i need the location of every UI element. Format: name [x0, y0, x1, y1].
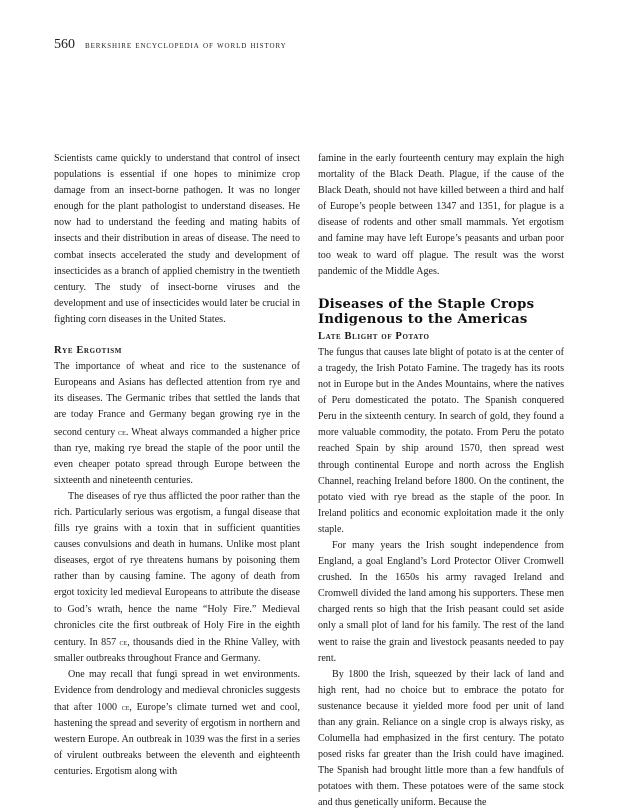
- potato-paragraph-1: The fungus that causes late blight of potato is at the center of a tragedy, the Irish Potato Famine. The tragedy has its roots not in Europe but in the Andes Mountains, where the natives of Peru domesticated the potato. The Spanish conquered Peru in the sixteenth century. In search of gold, they found a more valuable commodity, the potato. From Peru the potato reached Spain by ship around 1570, then spread west through continental Europe and north across the English Channel, reaching Ireland before 1800. On the continent, the potato vied with rye bread as the staple of the poor. In Ireland politics and economic exploitation made it the only staple.: [318, 346, 564, 535]
- left-column: [54, 151, 300, 781]
- potato-paragraph-3: By 1800 the Irish, squeezed by their lack of land and high rent, had no choice but to embrace the potato for sustenance because it yielded more food per unit of land than any grain. Reliance on a single crop is always risky, as Columella had emphasized in the first century. The potato posed risks far greater than the Irish could have imagined. The Spanish had brought little more than a few handfuls of potatoes with them. These potatoes were of the same stock and thus genetically uniform. Because the: [318, 668, 564, 809]
- right-column: [318, 151, 564, 812]
- page-number: 560: [54, 37, 75, 52]
- section-title: Diseases of the Staple Crops Indigenous to the Americas: [318, 296, 535, 327]
- continued-paragraph: famine in the early fourteenth century may explain the high mortality of the Black Death. Plague, if the cause of the Black Death, should not have killed between a third and half of Europe’s people between 1347 and 1351, for plague is a disease of rodents and other small mammals. Yet ergotism and famine may have left Europe’s peasants and urban poor too weak to ward off plague. The result was the worst pandemic of the Middle Ages.: [318, 153, 564, 277]
- late-blight-heading: Late Blight of Potato: [318, 330, 430, 342]
- potato-paragraph-2: For many years the Irish sought independence from England, a goal England’s Lord Protector Oliver Cromwell crushed. In the 1650s his army ravaged Ireland and Cromwell divided the land among his supporters. These men charged rents so high that the Irish peasant could set aside only a small plot of land for his family. The rest of the land went to raise the grain and livestock peasants needed to pay rent.: [318, 539, 564, 664]
- rye-paragraph-3: One may recall that fungi spread in wet environments. Evidence from dendrology and medieval chronicles suggests that after 1000 ce, Europe’s climate turned wet and cool, hastening the spread and severity of ergotism in northern and western Europe. An outbreak in 1039 was the first in a series of virulent outbreaks between the eleventh and eighteenth centuries. Ergotism along with: [54, 668, 300, 778]
- rye-paragraph-1: The importance of wheat and rice to the sustenance of Europeans and Asians has deflected attention from rye and its diseases. The Germanic tribes that settled the lands that are today France and Germany began growing rye in the second century ce. Wheat always commanded a higher price than rye, making rye bread the staple of the poor until the even cheaper potato spread through Europe between the sixteenth and nineteenth centuries.: [54, 361, 300, 486]
- rye-paragraph-2: The diseases of rye thus afflicted the poor rather than the rich. Particularly serious was ergotism, a fungal disease that fills rye grains with a toxin that in sufficient quantities causes convulsions and death in humans. Unlike most plant diseases, ergot of rye threatens humans by poisoning them rather than by causing famine. The agony of death from ergot toxicity led medieval Europeans to attribute the disease to God’s wrath, hence the name “Holy Fire.” Medieval chronicles cite the first outbreak of Holy Fire in the eighth century. In 857 ce, thousands died in the Rhine Valley, with smaller outbreaks throughout France and Germany.: [54, 490, 300, 664]
- intro-paragraph: Scientists came quickly to understand that control of insect populations is essential if one hopes to minimize crop damage from an insect-borne pathogen. It was no longer enough for the plant pathologist to understand diseases. He now had to understand the feeding and mating habits of insects and their distribution in areas of disease. The need to combat insects accelerated the study and development of insecticides as a branch of applied chemistry in the twentieth century. The study of insect-borne viruses and the development and use of insecticides would later be crucial in fighting corn diseases in the United States.: [54, 153, 300, 325]
- rye-ergotism-heading: Rye Ergotism: [54, 345, 122, 357]
- running-head: [54, 35, 287, 53]
- running-head-title: berkshire encyclopedia of world history: [85, 41, 287, 51]
